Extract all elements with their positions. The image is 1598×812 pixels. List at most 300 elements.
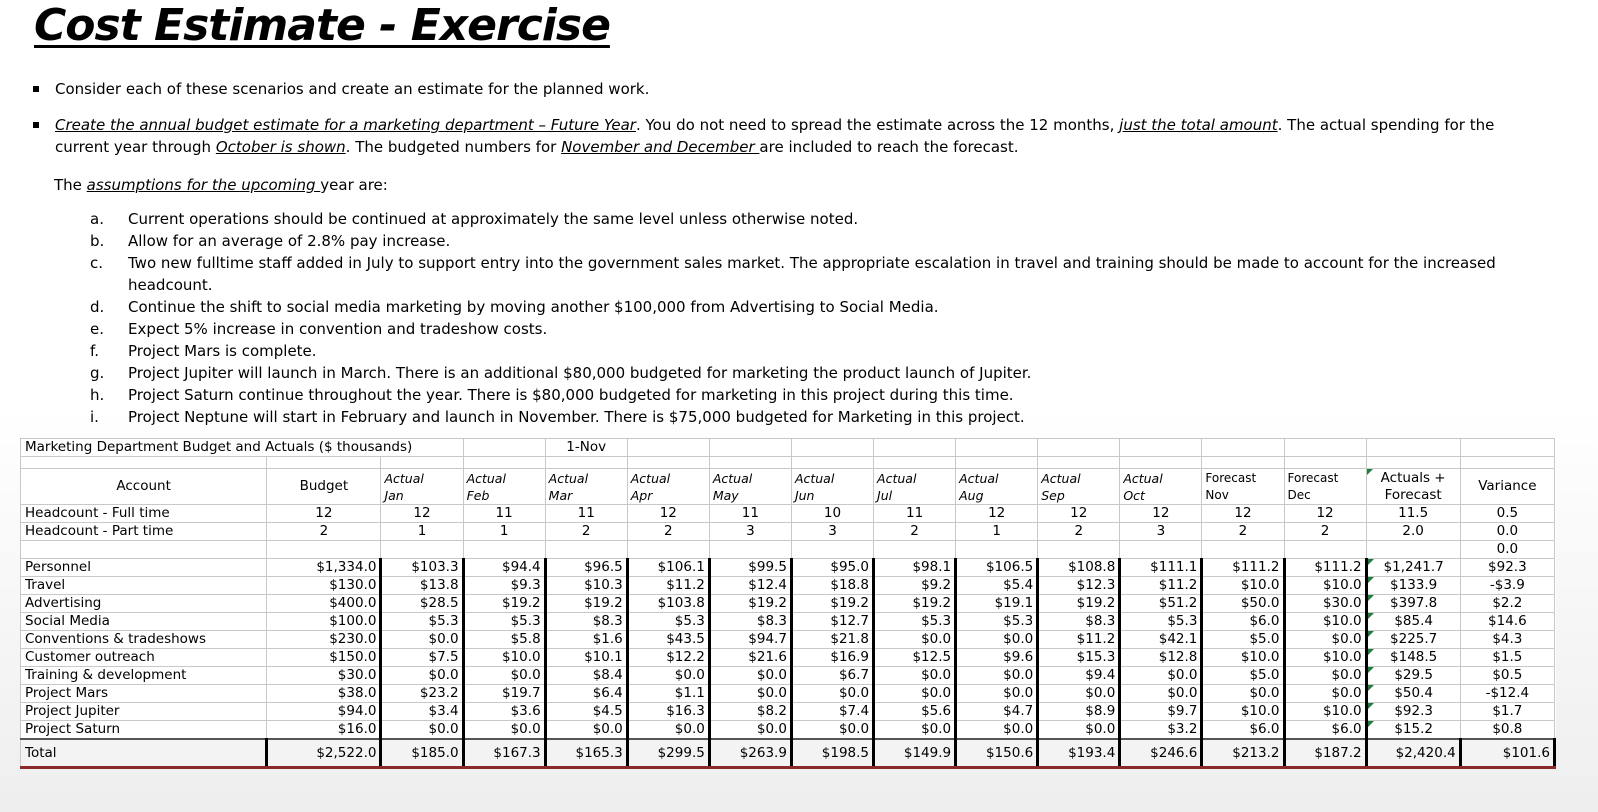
month-cell[interactable]: $0.0 (709, 685, 791, 703)
cell[interactable] (1038, 541, 1120, 559)
total-month[interactable]: $299.5 (627, 739, 709, 768)
month-cell[interactable]: $8.4 (545, 667, 627, 685)
cell[interactable] (956, 541, 1038, 559)
month-cell[interactable]: 12 (1120, 505, 1202, 523)
month-cell[interactable]: $0.0 (381, 631, 463, 649)
budget-cell[interactable]: $38.0 (267, 685, 381, 703)
cell[interactable] (709, 439, 791, 457)
month-cell[interactable]: $19.1 (956, 595, 1038, 613)
month-cell[interactable]: $18.8 (791, 577, 873, 595)
month-cell[interactable]: $0.0 (381, 667, 463, 685)
budget-cell[interactable]: $230.0 (267, 631, 381, 649)
month-cell[interactable]: $0.0 (1202, 685, 1284, 703)
month-cell[interactable]: $28.5 (381, 595, 463, 613)
cell[interactable] (709, 541, 791, 559)
month-cell[interactable]: $5.3 (463, 613, 545, 631)
assumption-letter: b. (90, 232, 105, 250)
actuals-forecast-cell[interactable]: $1,241.7 (1366, 559, 1460, 577)
month-cell[interactable]: 11 (709, 505, 791, 523)
budget-cell[interactable]: 2 (267, 523, 381, 541)
total-month[interactable]: $246.6 (1120, 739, 1202, 768)
bullet-2-emphasis: October is shown (215, 138, 346, 156)
month-cell[interactable]: 1 (463, 523, 545, 541)
header-month-kind: Actual (384, 471, 424, 486)
month-cell[interactable]: $11.2 (1038, 631, 1120, 649)
month-cell[interactable]: $0.0 (1120, 667, 1202, 685)
table-caption[interactable]: Marketing Department Budget and Actuals ($ thousands) (21, 439, 464, 457)
actuals-forecast-cell[interactable]: $50.4 (1366, 685, 1460, 703)
header-month[interactable] (956, 469, 1038, 505)
month-cell[interactable]: $111.2 (1202, 559, 1284, 577)
month-cell[interactable]: $0.0 (381, 721, 463, 740)
month-cell[interactable]: $8.9 (1038, 703, 1120, 721)
month-cell[interactable]: $19.2 (1038, 595, 1120, 613)
header-month[interactable] (874, 469, 956, 505)
month-cell[interactable]: $6.0 (1202, 613, 1284, 631)
month-cell[interactable]: $15.3 (1038, 649, 1120, 667)
variance-cell[interactable]: $4.3 (1460, 631, 1554, 649)
month-cell[interactable]: 2 (874, 523, 956, 541)
total-month[interactable]: $193.4 (1038, 739, 1120, 768)
month-cell[interactable]: $42.1 (1120, 631, 1202, 649)
cell[interactable] (1460, 457, 1554, 469)
header-month-name: Aug (959, 488, 984, 503)
month-cell[interactable]: 12 (1202, 505, 1284, 523)
month-cell[interactable]: $11.2 (627, 577, 709, 595)
cell[interactable] (627, 541, 709, 559)
assumption-letter: i. (90, 408, 99, 426)
month-cell[interactable]: 10 (791, 505, 873, 523)
cell[interactable] (1284, 457, 1366, 469)
variance-cell[interactable]: 0.5 (1460, 505, 1554, 523)
month-cell[interactable]: $8.3 (1038, 613, 1120, 631)
month-cell[interactable]: $0.0 (1038, 721, 1120, 740)
budget-cell[interactable]: $100.0 (267, 613, 381, 631)
month-cell[interactable]: $4.5 (545, 703, 627, 721)
month-cell[interactable]: $8.3 (545, 613, 627, 631)
month-cell[interactable]: $6.0 (1284, 721, 1366, 740)
month-cell[interactable]: 1 (956, 523, 1038, 541)
budget-cell[interactable]: $16.0 (267, 721, 381, 740)
table-row (21, 649, 1555, 667)
month-cell[interactable]: $50.0 (1202, 595, 1284, 613)
cell[interactable] (1120, 457, 1202, 469)
bullet-2-text: . The budgeted numbers for (345, 138, 562, 156)
row-label[interactable]: Project Saturn (21, 721, 267, 740)
total-month[interactable]: $213.2 (1202, 739, 1284, 768)
month-cell[interactable]: $0.0 (1284, 685, 1366, 703)
month-cell[interactable]: $96.5 (545, 559, 627, 577)
actuals-forecast-cell[interactable]: $85.4 (1366, 613, 1460, 631)
header-month[interactable] (381, 469, 463, 505)
header-actuals-forecast[interactable] (1366, 469, 1460, 505)
cell[interactable] (381, 457, 463, 469)
assumption-item (90, 318, 1510, 340)
month-cell[interactable]: $6.0 (1202, 721, 1284, 740)
month-cell[interactable]: $16.9 (791, 649, 873, 667)
month-cell[interactable]: $19.2 (709, 595, 791, 613)
month-cell[interactable]: $0.0 (1120, 685, 1202, 703)
cell[interactable] (956, 439, 1038, 457)
header-month-kind: Actual (959, 471, 999, 486)
variance-cell[interactable]: $0.5 (1460, 667, 1554, 685)
month-cell[interactable]: 2 (545, 523, 627, 541)
variance-cell[interactable]: $1.5 (1460, 649, 1554, 667)
cell[interactable] (791, 457, 873, 469)
row-label[interactable]: Headcount - Part time (21, 523, 267, 541)
month-cell[interactable]: $19.2 (874, 595, 956, 613)
cell[interactable] (1120, 439, 1202, 457)
assumption-letter: d. (90, 298, 105, 316)
month-cell[interactable]: $30.0 (1284, 595, 1366, 613)
cell[interactable] (463, 541, 545, 559)
month-cell[interactable]: $99.5 (709, 559, 791, 577)
month-cell[interactable]: $19.2 (791, 595, 873, 613)
month-cell[interactable]: $19.2 (545, 595, 627, 613)
month-cell[interactable]: $7.5 (381, 649, 463, 667)
month-cell[interactable]: $11.2 (1120, 577, 1202, 595)
month-cell[interactable]: $0.0 (956, 667, 1038, 685)
month-cell[interactable]: 12 (1284, 505, 1366, 523)
month-cell[interactable]: $10.0 (1202, 577, 1284, 595)
month-cell[interactable]: $12.2 (627, 649, 709, 667)
month-cell[interactable]: 12 (381, 505, 463, 523)
header-af-line2: Forecast (1384, 486, 1442, 503)
total-variance[interactable]: $101.6 (1460, 739, 1554, 768)
month-cell[interactable]: $9.4 (1038, 667, 1120, 685)
header-variance[interactable]: Variance (1460, 469, 1554, 505)
cell[interactable] (709, 457, 791, 469)
month-cell[interactable]: 11 (545, 505, 627, 523)
cell[interactable] (1366, 439, 1460, 457)
month-cell[interactable]: $0.0 (463, 721, 545, 740)
month-cell[interactable]: 2 (1202, 523, 1284, 541)
month-cell[interactable]: $0.0 (956, 631, 1038, 649)
month-cell[interactable]: 2 (1038, 523, 1120, 541)
row-label[interactable]: Training & development (21, 667, 267, 685)
page-title: Cost Estimate - Exercise (34, 0, 610, 51)
month-cell[interactable]: $95.0 (791, 559, 873, 577)
variance-cell[interactable]: 0.0 (1460, 523, 1554, 541)
month-cell[interactable]: $0.0 (627, 667, 709, 685)
month-cell[interactable]: $0.0 (1284, 667, 1366, 685)
month-cell[interactable]: $5.3 (956, 613, 1038, 631)
cell[interactable] (956, 457, 1038, 469)
month-cell[interactable]: $51.2 (1120, 595, 1202, 613)
assumption-text: Continue the shift to social media marketing by moving another $100,000 from Advertising to Social Media. (128, 298, 939, 316)
month-cell[interactable]: $0.0 (874, 685, 956, 703)
cell[interactable] (1202, 457, 1284, 469)
total-month[interactable]: $150.6 (956, 739, 1038, 768)
actuals-forecast-cell[interactable]: 11.5 (1366, 505, 1460, 523)
month-cell[interactable]: $0.0 (1038, 685, 1120, 703)
month-cell[interactable]: 1 (381, 523, 463, 541)
actuals-forecast-cell[interactable]: $148.5 (1366, 649, 1460, 667)
cell[interactable] (1284, 541, 1366, 559)
budget-cell[interactable]: 12 (267, 505, 381, 523)
month-cell[interactable]: 11 (874, 505, 956, 523)
variance-cell[interactable]: $1.7 (1460, 703, 1554, 721)
table-row (21, 631, 1555, 649)
cell[interactable] (463, 439, 545, 457)
month-cell[interactable]: $106.5 (956, 559, 1038, 577)
header-month[interactable] (1284, 469, 1366, 505)
month-cell[interactable]: $9.6 (956, 649, 1038, 667)
cell[interactable] (1460, 439, 1554, 457)
month-cell[interactable]: 3 (709, 523, 791, 541)
month-cell[interactable]: $10.0 (463, 649, 545, 667)
month-cell[interactable]: $10.0 (1284, 613, 1366, 631)
month-cell[interactable]: $9.7 (1120, 703, 1202, 721)
month-cell[interactable]: $6.4 (545, 685, 627, 703)
month-cell[interactable]: $19.7 (463, 685, 545, 703)
month-cell[interactable]: 2 (627, 523, 709, 541)
month-cell[interactable]: $3.2 (1120, 721, 1202, 740)
row-label[interactable]: Project Jupiter (21, 703, 267, 721)
month-cell[interactable]: $4.7 (956, 703, 1038, 721)
actuals-forecast-cell[interactable]: $225.7 (1366, 631, 1460, 649)
variance-cell[interactable]: -$12.4 (1460, 685, 1554, 703)
assumption-text: Two new fulltime staff added in July to support entry into the government sales market. The appropriate escalation in travel and training should be made to account for the increased headcount. (128, 254, 1496, 294)
budget-cell[interactable]: $94.0 (267, 703, 381, 721)
header-month-kind: Actual (548, 471, 589, 486)
assumption-item (90, 252, 1510, 296)
total-month[interactable]: $165.3 (545, 739, 627, 768)
actuals-forecast-cell[interactable]: $15.2 (1366, 721, 1460, 740)
month-cell[interactable]: $5.6 (874, 703, 956, 721)
month-cell[interactable]: $1.1 (627, 685, 709, 703)
month-cell[interactable]: $13.8 (381, 577, 463, 595)
cell[interactable] (874, 457, 956, 469)
total-month[interactable]: $185.0 (381, 739, 463, 768)
header-month-name: Nov (1205, 488, 1229, 502)
actuals-forecast-cell[interactable]: $92.3 (1366, 703, 1460, 721)
row-label[interactable]: Travel (21, 577, 267, 595)
month-cell[interactable]: $5.3 (627, 613, 709, 631)
actuals-forecast-cell[interactable]: 2.0 (1366, 523, 1460, 541)
row-label[interactable]: Headcount - Full time (21, 505, 267, 523)
month-cell[interactable]: $10.3 (545, 577, 627, 595)
cell[interactable] (21, 457, 267, 469)
header-account[interactable]: Account (21, 469, 267, 505)
month-cell[interactable]: $12.8 (1120, 649, 1202, 667)
actuals-forecast-cell[interactable]: $29.5 (1366, 667, 1460, 685)
cell[interactable] (1366, 541, 1460, 559)
month-cell[interactable]: $10.1 (545, 649, 627, 667)
variance-cell[interactable]: $0.8 (1460, 721, 1554, 740)
budget-cell[interactable]: $30.0 (267, 667, 381, 685)
total-month[interactable]: $263.9 (709, 739, 791, 768)
cell[interactable] (1038, 457, 1120, 469)
month-cell[interactable]: $9.2 (874, 577, 956, 595)
month-cell[interactable]: $0.0 (791, 685, 873, 703)
actuals-forecast-cell[interactable]: $397.8 (1366, 595, 1460, 613)
caption-row (21, 439, 1555, 457)
header-month[interactable] (709, 469, 791, 505)
month-cell[interactable]: $1.6 (545, 631, 627, 649)
header-month[interactable] (791, 469, 873, 505)
variance-cell[interactable]: $14.6 (1460, 613, 1554, 631)
month-cell[interactable]: $0.0 (874, 631, 956, 649)
row-label[interactable]: Advertising (21, 595, 267, 613)
variance-cell[interactable]: 0.0 (1460, 541, 1554, 559)
month-cell[interactable]: $98.1 (874, 559, 956, 577)
cell[interactable] (21, 541, 267, 559)
total-row (21, 739, 1555, 768)
variance-cell[interactable]: $2.2 (1460, 595, 1554, 613)
budget-cell[interactable]: $130.0 (267, 577, 381, 595)
month-cell[interactable]: $9.3 (463, 577, 545, 595)
month-cell[interactable]: $12.7 (791, 613, 873, 631)
cell[interactable] (1202, 541, 1284, 559)
cell[interactable] (627, 439, 709, 457)
month-cell[interactable]: $10.0 (1284, 577, 1366, 595)
cell[interactable] (1202, 439, 1284, 457)
month-cell[interactable]: $0.0 (709, 721, 791, 740)
month-cell[interactable]: $103.8 (627, 595, 709, 613)
month-cell[interactable]: 11 (463, 505, 545, 523)
assumption-letter: h. (90, 386, 105, 404)
header-month[interactable] (1120, 469, 1202, 505)
month-cell[interactable]: $12.4 (709, 577, 791, 595)
month-cell[interactable]: $0.0 (874, 667, 956, 685)
month-cell[interactable]: $111.2 (1284, 559, 1366, 577)
month-cell[interactable]: $7.4 (791, 703, 873, 721)
budget-cell[interactable]: $1,334.0 (267, 559, 381, 577)
month-cell[interactable]: $5.0 (1202, 631, 1284, 649)
assumption-item (90, 230, 1510, 252)
month-cell[interactable]: $0.0 (791, 721, 873, 740)
month-cell[interactable]: 12 (956, 505, 1038, 523)
cell[interactable] (874, 439, 956, 457)
month-cell[interactable]: $94.4 (463, 559, 545, 577)
month-cell[interactable]: $10.0 (1202, 703, 1284, 721)
month-cell[interactable]: $108.8 (1038, 559, 1120, 577)
header-month-name: May (712, 488, 739, 503)
row-label[interactable]: Customer outreach (21, 649, 267, 667)
cell[interactable] (1038, 439, 1120, 457)
cell[interactable] (463, 457, 545, 469)
cell[interactable] (791, 541, 873, 559)
month-cell[interactable]: $3.4 (381, 703, 463, 721)
header-month[interactable] (545, 469, 627, 505)
variance-cell[interactable]: $92.3 (1460, 559, 1554, 577)
month-cell[interactable]: $5.3 (381, 613, 463, 631)
month-cell[interactable]: $8.3 (709, 613, 791, 631)
month-cell[interactable]: $5.4 (956, 577, 1038, 595)
month-cell[interactable]: $111.1 (1120, 559, 1202, 577)
month-cell[interactable]: $21.6 (709, 649, 791, 667)
variance-cell[interactable]: -$3.9 (1460, 577, 1554, 595)
cell[interactable] (545, 457, 627, 469)
month-cell[interactable]: $12.3 (1038, 577, 1120, 595)
header-month[interactable] (1202, 469, 1284, 505)
total-actuals-forecast[interactable]: $2,420.4 (1366, 739, 1460, 768)
month-cell[interactable]: $5.3 (874, 613, 956, 631)
row-label[interactable]: Project Mars (21, 685, 267, 703)
total-month[interactable]: $149.9 (874, 739, 956, 768)
month-cell[interactable]: $6.7 (791, 667, 873, 685)
month-cell[interactable]: $103.3 (381, 559, 463, 577)
as-of-date[interactable]: 1-Nov (545, 439, 627, 457)
header-month-name: Apr (630, 488, 653, 503)
row-label[interactable]: Social Media (21, 613, 267, 631)
month-cell[interactable]: 3 (791, 523, 873, 541)
month-cell[interactable]: $43.5 (627, 631, 709, 649)
month-cell[interactable]: $5.3 (1120, 613, 1202, 631)
header-month[interactable] (463, 469, 545, 505)
total-month[interactable]: $167.3 (463, 739, 545, 768)
bullet-2-emphasis: just the total amount (1119, 116, 1278, 134)
month-cell[interactable]: $8.2 (709, 703, 791, 721)
instructions (30, 78, 1550, 172)
month-cell[interactable]: $19.2 (463, 595, 545, 613)
month-cell[interactable]: $0.0 (709, 667, 791, 685)
total-label[interactable]: Total (21, 739, 267, 768)
total-budget[interactable]: $2,522.0 (267, 739, 381, 768)
month-cell[interactable]: 3 (1120, 523, 1202, 541)
month-cell[interactable]: $10.0 (1284, 649, 1366, 667)
month-cell[interactable]: $21.8 (791, 631, 873, 649)
header-month[interactable] (1038, 469, 1120, 505)
month-cell[interactable]: $106.1 (627, 559, 709, 577)
month-cell[interactable]: 2 (1284, 523, 1366, 541)
month-cell[interactable]: $12.5 (874, 649, 956, 667)
month-cell[interactable]: 12 (1038, 505, 1120, 523)
month-cell[interactable]: $94.7 (709, 631, 791, 649)
row-label[interactable]: Personnel (21, 559, 267, 577)
cell[interactable] (267, 457, 381, 469)
cell[interactable] (545, 541, 627, 559)
bullet-square-icon (33, 86, 39, 92)
total-month[interactable]: $198.5 (791, 739, 873, 768)
cell[interactable] (1120, 541, 1202, 559)
month-cell[interactable]: 12 (627, 505, 709, 523)
month-cell[interactable]: $10.0 (1284, 703, 1366, 721)
cell[interactable] (874, 541, 956, 559)
total-month[interactable]: $187.2 (1284, 739, 1366, 768)
cell[interactable] (267, 541, 381, 559)
month-cell[interactable]: $3.6 (463, 703, 545, 721)
cell[interactable] (381, 541, 463, 559)
bullet-2-emphasis: November and December (561, 138, 760, 156)
cell[interactable] (1284, 439, 1366, 457)
month-cell[interactable]: $16.3 (627, 703, 709, 721)
header-budget[interactable]: Budget (267, 469, 381, 505)
month-cell[interactable]: $5.8 (463, 631, 545, 649)
month-cell[interactable]: $0.0 (627, 721, 709, 740)
budget-cell[interactable]: $150.0 (267, 649, 381, 667)
month-cell[interactable]: $23.2 (381, 685, 463, 703)
actuals-forecast-cell[interactable]: $133.9 (1366, 577, 1460, 595)
header-month[interactable] (627, 469, 709, 505)
month-cell[interactable]: $0.0 (874, 721, 956, 740)
month-cell[interactable]: $0.0 (956, 685, 1038, 703)
month-cell[interactable]: $0.0 (545, 721, 627, 740)
budget-cell[interactable]: $400.0 (267, 595, 381, 613)
assumption-item (90, 406, 1510, 428)
bullet-2-text: are included to reach the forecast. (759, 138, 1019, 156)
row-label[interactable]: Conventions & tradeshows (21, 631, 267, 649)
cell[interactable] (627, 457, 709, 469)
cell[interactable] (1366, 457, 1460, 469)
month-cell[interactable]: $0.0 (956, 721, 1038, 740)
month-cell[interactable]: $5.0 (1202, 667, 1284, 685)
month-cell[interactable]: $0.0 (463, 667, 545, 685)
cell[interactable] (791, 439, 873, 457)
month-cell[interactable]: $10.0 (1202, 649, 1284, 667)
month-cell[interactable]: $0.0 (1284, 631, 1366, 649)
